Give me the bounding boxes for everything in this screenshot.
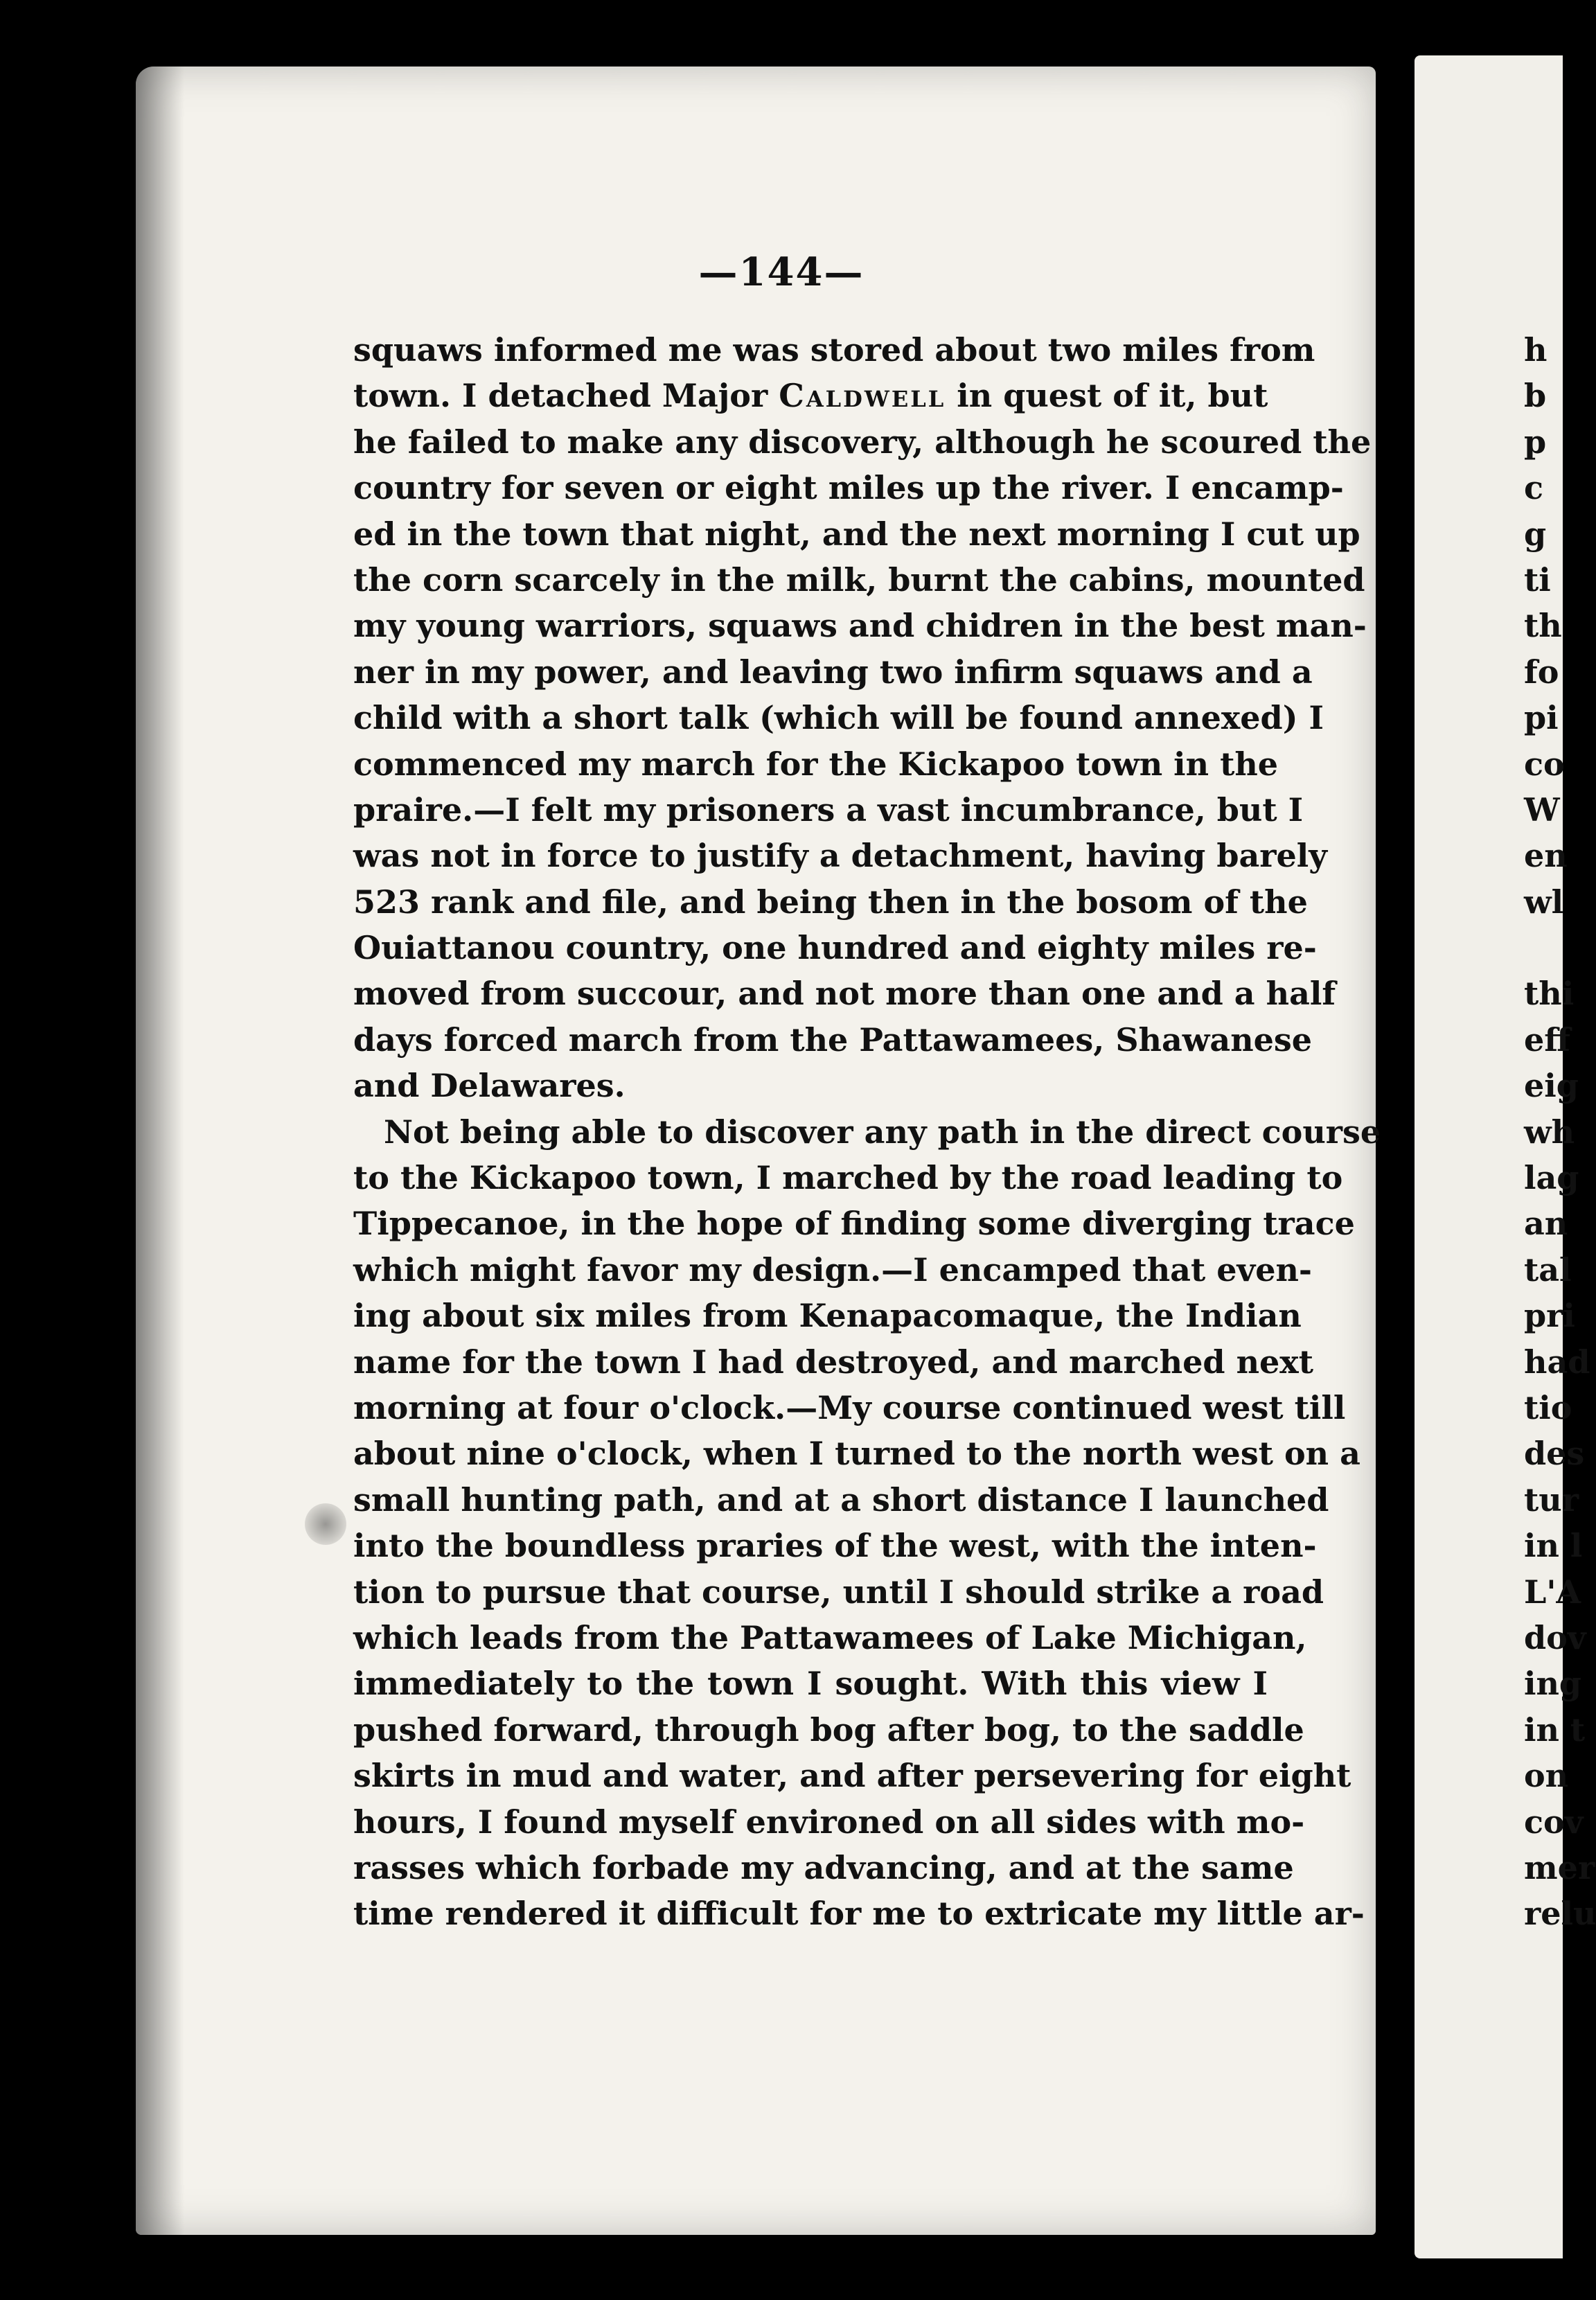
facing-page-fragment: co [1524,745,1565,783]
text-line: into the boundless praries of the west, with the inten- [353,1527,1317,1565]
text-line: days forced march from the Pattawamees, Shawanese [353,1020,1313,1059]
text-line: ing about six miles from Kenapacomaque, the Indian [353,1297,1302,1335]
facing-page-fragment: L'A [1524,1573,1581,1611]
ink-smudge [305,1503,346,1545]
facing-page-fragment: wl [1524,883,1564,921]
text-line-paragraph-start: Not being able to discover any path in the direct course [384,1113,1381,1151]
facing-page-fragment: an [1524,1205,1568,1243]
facing-page-fragment: p [1524,423,1547,461]
facing-page-fragment: in t [1524,1710,1586,1749]
text-line: Tippecanoe, in the hope of finding some diverging trace [353,1205,1355,1243]
text-line: which might favor my design.—I encamped that even- [353,1250,1312,1289]
text-line: he failed to make any discovery, although he scoured the [353,423,1372,461]
text-line: town. I detached Major Caldwell in quest of it, but [353,377,1268,415]
facing-page-fragment: en [1524,837,1568,875]
text-line: praire.—I felt my prisoners a vast incumbrance, but I [353,790,1304,829]
facing-page-fragment: eff [1524,1020,1571,1059]
text-line: ner in my power, and leaving two infirm squaws and a [353,653,1313,691]
text-line: squaws informed me was stored about two miles from [353,331,1315,369]
text-line: pushed forward, through bog after bog, to the saddle [353,1710,1304,1749]
text-line: name for the town I had destroyed, and marched next [353,1343,1313,1381]
text-line: my young warriors, squaws and chidren in the best man- [353,607,1367,645]
facing-page-fragment: eig [1524,1067,1579,1105]
text-line: time rendered it difficult for me to extricate my little ar- [353,1895,1365,1933]
facing-page-fragment: in l [1524,1527,1583,1565]
text-line-paragraph-end: and Delawares. [353,1067,626,1105]
text-line: tion to pursue that course, until I should strike a road [353,1573,1324,1611]
text-line: ed in the town that night, and the next morning I cut up [353,515,1360,553]
facing-page-fragment: had [1524,1343,1590,1381]
text-line: the corn scarcely in the milk, burnt the cabins, mounted [353,560,1365,599]
facing-page-fragment: thi [1524,975,1575,1013]
text-line: skirts in mud and water, and after persevering for eight [353,1757,1351,1795]
body-text [353,327,1381,1937]
text-line: which leads from the Pattawamees of Lake Michigan, [353,1618,1307,1656]
text-line: immediately to the town I sought. With this view I [353,1665,1268,1703]
facing-page-fragment: c [1524,469,1544,507]
facing-page-fragment: ti [1524,560,1551,599]
facing-page-fragment: pi [1524,699,1559,737]
name-caldwell: Caldwell [779,377,946,415]
facing-page-fragment: cov [1524,1803,1584,1841]
facing-page-fragment: b [1524,377,1547,415]
book-gutter [1394,62,1415,2252]
text-line: child with a short talk (which will be found annexed) I [353,699,1324,737]
facing-page-fragment: fo [1524,653,1559,691]
text-line: morning at four o'clock.—My course continued west till [353,1388,1346,1426]
text-line: small hunting path, and at a short distance I launched [353,1480,1329,1519]
text-line: was not in force to justify a detachment, having barely [353,837,1327,875]
text-line: commenced my march for the Kickapoo town in the [353,745,1279,783]
facing-page-fragment: th [1524,607,1562,645]
facing-page-fragment: tur [1524,1480,1579,1519]
text-line: to the Kickapoo town, I marched by the road leading to [353,1159,1343,1197]
facing-page-fragment: lag [1524,1159,1579,1197]
text-line: country for seven or eight miles up the river. I encamp- [353,469,1344,507]
facing-page-fragment: mer [1524,1848,1595,1886]
facing-page-fragment: ing [1524,1665,1582,1703]
facing-page-fragment: des [1524,1435,1585,1473]
text-line: hours, I found myself environed on all sides with mo- [353,1803,1305,1841]
facing-page-fragment: tio [1524,1388,1572,1426]
facing-page-fragment: tal [1524,1250,1572,1289]
facing-page-fragments [1524,327,1596,1937]
facing-page-fragment: dov [1524,1618,1586,1656]
facing-page-fragment: relu [1524,1895,1596,1933]
facing-page-fragment: pri [1524,1297,1575,1335]
facing-page-fragment [1524,925,1579,971]
text-line: about nine o'clock, when I turned to the north west on a [353,1435,1360,1473]
facing-page-fragment: on [1524,1757,1569,1795]
text-line: rasses which forbade my advancing, and at the same [353,1848,1294,1886]
text-line: moved from succour, and not more than one and a half [353,975,1336,1013]
facing-page-fragment: h [1524,331,1548,369]
facing-page-fragment: wh [1524,1113,1575,1151]
facing-page-fragment: g [1524,515,1547,553]
text-line: Ouiattanou country, one hundred and eighty miles re- [353,929,1317,967]
page-number: —144— [698,249,864,295]
text-line: 523 rank and file, and being then in the bosom of the [353,883,1308,921]
facing-page-fragment: W [1524,790,1560,829]
